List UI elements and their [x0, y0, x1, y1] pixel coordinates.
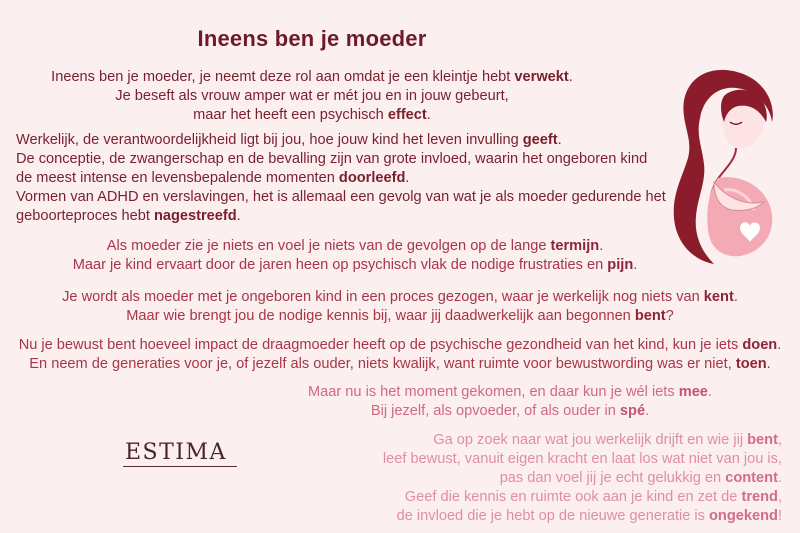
- line-punctuation: !: [777, 508, 782, 524]
- page-title: Ineens ben je moeder: [197, 26, 427, 51]
- p2-line-1: [16, 131, 666, 150]
- p5-line-1: [0, 336, 800, 355]
- line-text: Je beseft als vrouw amper wat er mét jou en in jouw gebeurt,: [115, 88, 509, 104]
- line-punctuation: .: [236, 208, 241, 224]
- line-keyword: mee: [678, 384, 708, 400]
- line-punctuation: .: [599, 238, 604, 254]
- line-punctuation: ,: [777, 432, 782, 448]
- p2-line-4: [16, 188, 666, 207]
- p4-line-2: [0, 307, 800, 326]
- line-keyword: bent: [747, 432, 778, 448]
- line-punctuation: ?: [665, 308, 674, 324]
- p7-line-2: [360, 450, 782, 469]
- line-punctuation: .: [645, 403, 650, 419]
- p2-line-5: [16, 207, 666, 226]
- paragraph-5: [0, 336, 800, 374]
- paragraph-7: [360, 431, 782, 526]
- estima-logo: ESTIMA: [125, 440, 227, 465]
- p1-line-3: [0, 106, 624, 125]
- line-punctuation: .: [777, 337, 782, 353]
- line-punctuation: .: [405, 170, 410, 186]
- line-text: geboorteproces hebt: [16, 208, 154, 224]
- line-keyword: nagestreefd: [153, 208, 237, 224]
- p2-line-3: [16, 169, 666, 188]
- logo-underline: [123, 466, 237, 467]
- p1-line-1: [0, 68, 624, 87]
- paragraph-6: [300, 383, 720, 421]
- line-text: Ineens ben je moeder, je neemt deze rol aan omdat je een kleintje hebt: [51, 69, 515, 85]
- line-text: leef bewust, vanuit eigen kracht en laat los wat niet van jou is,: [382, 451, 782, 467]
- p4-line-1: [0, 288, 800, 307]
- line-text: En neem de generaties voor je, of jezelf als ouder, niets kwalijk, want ruimte voor bewustwording was er niet,: [29, 356, 736, 372]
- p7-line-1: [360, 431, 782, 450]
- line-text: pas dan voel jij je echt gelukkig en: [499, 470, 726, 486]
- p2-line-2: [16, 150, 666, 169]
- line-keyword: ongekend: [709, 508, 778, 524]
- line-punctuation: .: [766, 356, 771, 372]
- line-text: Bij jezelf, als opvoeder, of als ouder in: [370, 403, 620, 419]
- line-text: Geef die kennis en ruimte ook aan je kind en zet de: [404, 489, 742, 505]
- line-punctuation: .: [557, 132, 562, 148]
- line-text: De conceptie, de zwangerschap en de bevalling zijn van grote invloed, waarin het ongeboren kind: [16, 151, 648, 167]
- p3-line-2: [0, 256, 710, 275]
- line-text: maar het heeft een psychisch: [193, 107, 388, 123]
- line-punctuation: .: [426, 107, 431, 123]
- p3-line-1: [0, 237, 710, 256]
- pregnant-woman-illustration: [666, 66, 788, 266]
- p6-line-1: [300, 383, 720, 402]
- paragraph-1: [0, 68, 624, 125]
- line-text: Maar nu is het moment gekomen, en daar kun je wél iets: [308, 384, 679, 400]
- line-text: Nu je bewust bent hoeveel impact de draagmoeder heeft op de psychische gezondheid van het kind, kun je iets: [18, 337, 743, 353]
- line-text: de invloed die je hebt op de nieuwe generatie is: [396, 508, 710, 524]
- line-keyword: pijn: [607, 257, 634, 273]
- line-punctuation: .: [633, 257, 638, 273]
- paragraph-2: [16, 131, 666, 226]
- p1-line-2: [0, 87, 624, 106]
- line-keyword: bent: [634, 308, 666, 324]
- line-text: Werkelijk, de verantwoordelijkheid ligt bij jou, hoe jouw kind het leven invulling: [16, 132, 523, 148]
- p7-line-4: [360, 488, 782, 507]
- line-text: Als moeder zie je niets en voel je niets van de gevolgen op de lange: [106, 238, 551, 254]
- line-punctuation: .: [777, 470, 782, 486]
- line-punctuation: .: [568, 69, 573, 85]
- line-keyword: spé: [619, 403, 646, 419]
- line-keyword: trend: [741, 489, 778, 505]
- line-keyword: verwekt: [514, 69, 569, 85]
- line-text: Je wordt als moeder met je ongeboren kind in een proces gezogen, waar je werkelijk nog niets van: [62, 289, 704, 305]
- p5-line-2: [0, 355, 800, 374]
- line-keyword: termijn: [550, 238, 600, 254]
- p6-line-2: [300, 402, 720, 421]
- line-punctuation: ,: [777, 489, 782, 505]
- paragraph-4: [0, 288, 800, 326]
- line-keyword: kent: [703, 289, 734, 305]
- line-text: Ga op zoek naar wat jou werkelijk drijft en wie jij: [433, 432, 748, 448]
- line-punctuation: .: [733, 289, 738, 305]
- line-text: Maar je kind ervaart door de jaren heen op psychisch vlak de nodige frustraties en: [72, 257, 608, 273]
- paragraph-3: [0, 237, 710, 275]
- p7-line-3: [360, 469, 782, 488]
- line-keyword: toen: [735, 356, 767, 372]
- line-punctuation: .: [707, 384, 712, 400]
- line-text: de meest intense en levensbepalende momenten: [16, 170, 339, 186]
- line-text: Maar wie brengt jou de nodige kennis bij, waar jij daadwerkelijk aan begonnen: [126, 308, 635, 324]
- line-keyword: content: [725, 470, 778, 486]
- line-keyword: doorleefd: [338, 170, 406, 186]
- line-text: Vormen van ADHD en verslavingen, het is allemaal een gevolg van wat je als moeder gedurende het: [16, 189, 666, 205]
- line-keyword: effect: [387, 107, 427, 123]
- line-keyword: doen: [742, 337, 778, 353]
- p7-line-5: [360, 507, 782, 526]
- line-keyword: geeft: [522, 132, 558, 148]
